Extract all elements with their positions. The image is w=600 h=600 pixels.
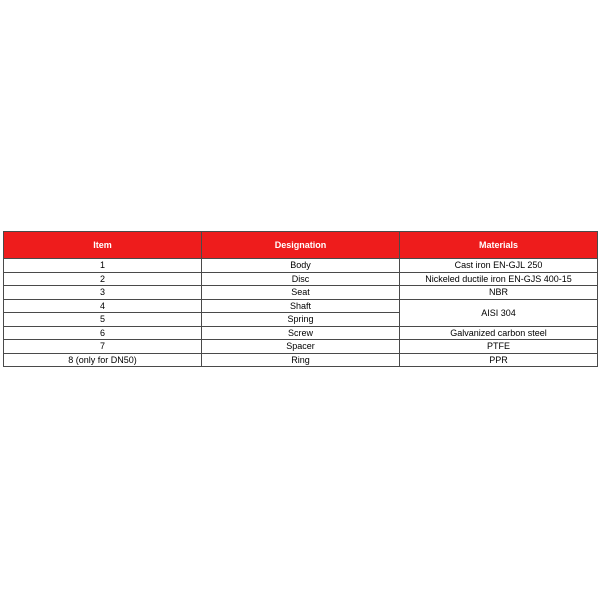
table-row [4, 326, 598, 340]
cell-designation: Ring [202, 353, 400, 367]
table-row [4, 259, 598, 273]
header-materials: Materials [400, 232, 598, 259]
cell-item: 3 [4, 286, 202, 300]
cell-item: 2 [4, 272, 202, 286]
cell-material: Galvanized carbon steel [400, 326, 598, 340]
table-header-row [4, 232, 598, 259]
cell-designation: Disc [202, 272, 400, 286]
cell-material: PTFE [400, 340, 598, 354]
header-designation: Designation [202, 232, 400, 259]
table-row [4, 272, 598, 286]
cell-material-merged: AISI 304 [400, 299, 598, 326]
cell-material: Nickeled ductile iron EN-GJS 400-15 [400, 272, 598, 286]
cell-item: 5 [4, 313, 202, 327]
materials-table [3, 231, 598, 367]
cell-item: 7 [4, 340, 202, 354]
cell-material: Cast iron EN-GJL 250 [400, 259, 598, 273]
cell-item: 6 [4, 326, 202, 340]
table-row [4, 299, 598, 313]
cell-designation: Body [202, 259, 400, 273]
cell-designation: Screw [202, 326, 400, 340]
cell-item: 4 [4, 299, 202, 313]
table-row [4, 353, 598, 367]
header-item: Item [4, 232, 202, 259]
cell-designation: Spacer [202, 340, 400, 354]
cell-item: 8 (only for DN50) [4, 353, 202, 367]
cell-material: NBR [400, 286, 598, 300]
table-row [4, 340, 598, 354]
cell-designation: Spring [202, 313, 400, 327]
cell-designation: Shaft [202, 299, 400, 313]
cell-material: PPR [400, 353, 598, 367]
table-row [4, 286, 598, 300]
cell-item: 1 [4, 259, 202, 273]
materials-table-container [3, 231, 597, 367]
cell-designation: Seat [202, 286, 400, 300]
